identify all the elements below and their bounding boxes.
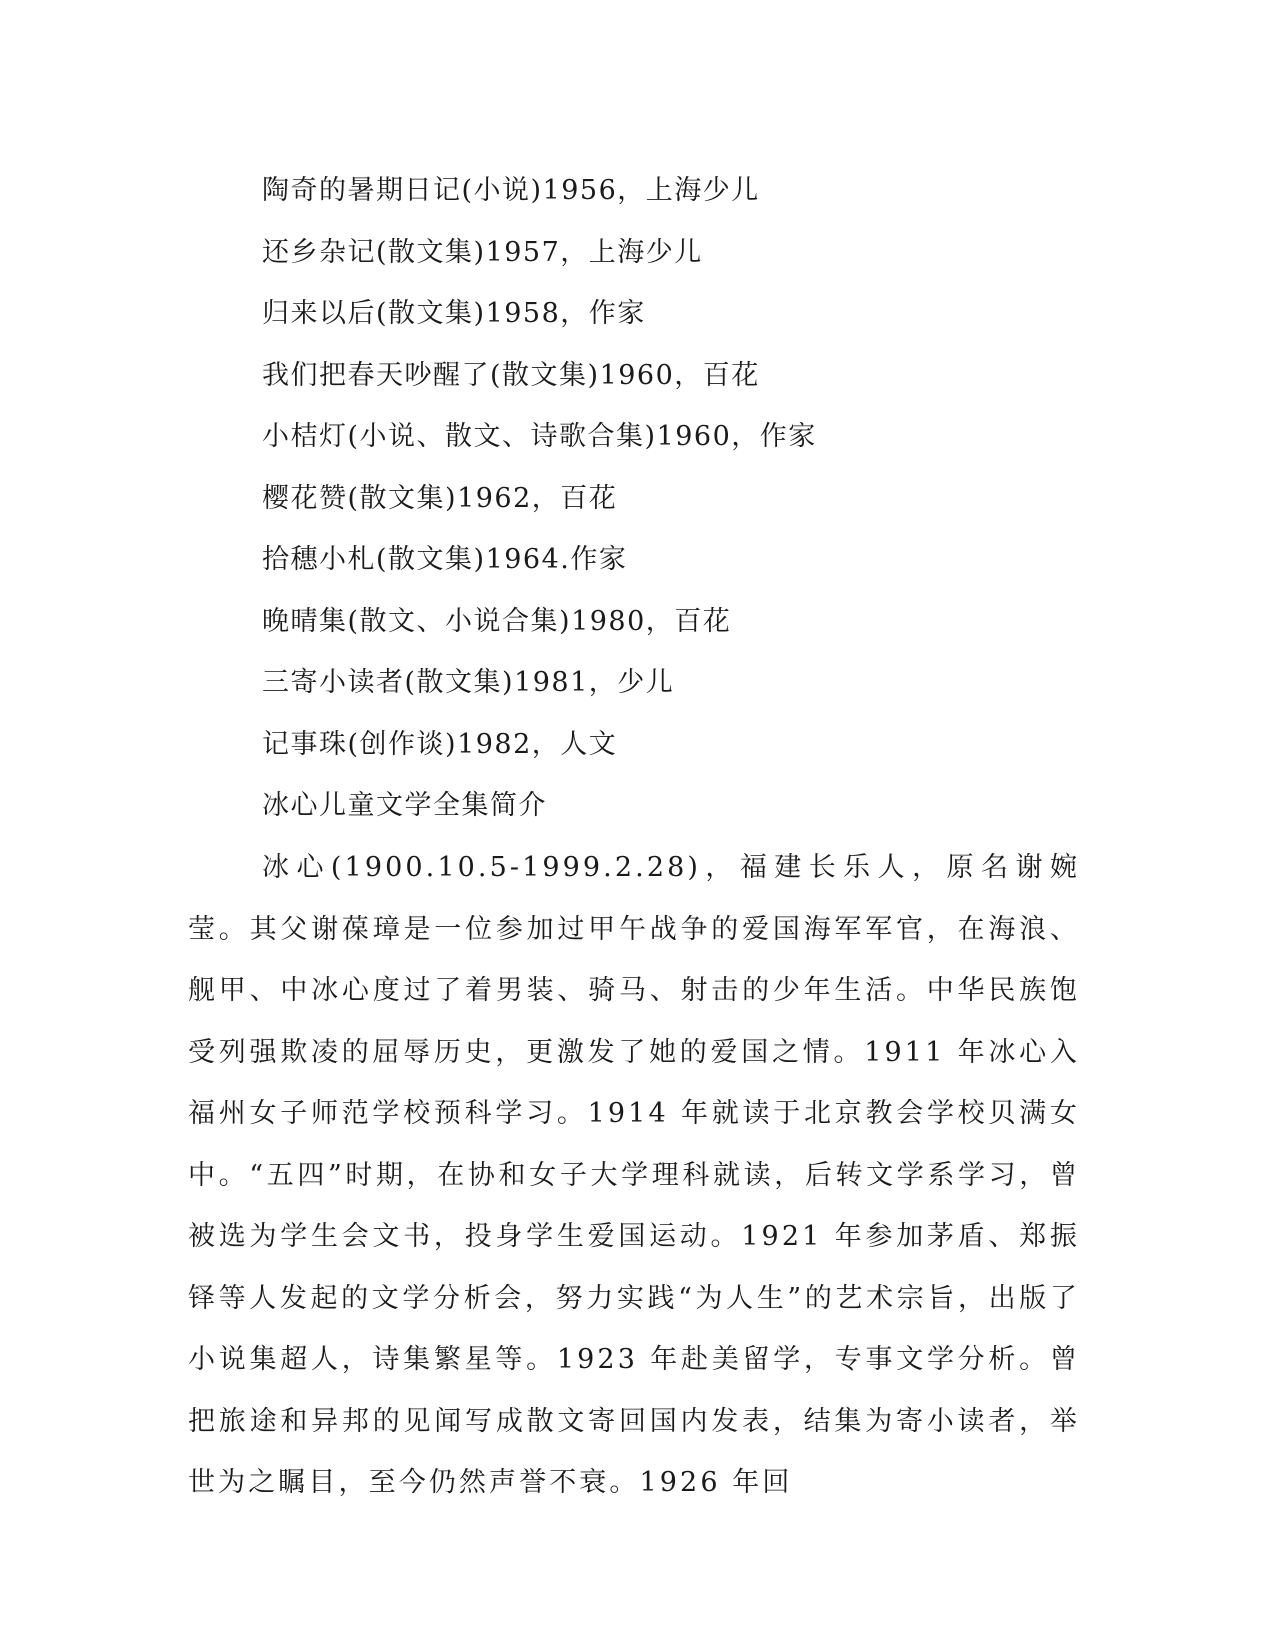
- work-item: 还乡杂记(散文集)1957，上海少儿: [262, 236, 703, 268]
- work-item: 拾穗小札(散文集)1964.作家: [262, 544, 628, 575]
- bio-line: 过了着男装、骑马、射击的少年生活。中华民族饱受列强欺凌的屈辱: [188, 975, 1081, 1068]
- section-heading: 冰心儿童文学全集简介: [262, 790, 547, 821]
- work-item: 我们把春天吵醒了(散文集)1960，百花: [262, 359, 760, 391]
- bio-line: 美留学，专事文学分析。曾把旅途和异邦的见闻写成散文寄回国内发: [188, 1344, 1081, 1437]
- bio-line: 爱国运动。1921 年参加茅盾、郑振铎等人发起的文学分析会，努力实: [188, 1221, 1080, 1314]
- biography-paragraph: [188, 837, 1080, 1514]
- bio-line: 历史，更激发了她的爱国之情。1911 年冰心入福州女子师范学校预科: [188, 1036, 1080, 1129]
- bio-line: 学习。1914 年就读于北京教会学校贝满女中。“五四”时期，在协和女: [188, 1098, 1080, 1191]
- work-item: 归来以后(散文集)1958，作家: [262, 298, 646, 329]
- work-item: 小桔灯(小说、散文、诗歌合集)1960，作家: [262, 421, 817, 452]
- bio-line: 冰心(1900.10.5-1999.2.28)，福建长乐人，原名谢婉莹。其父谢葆: [188, 852, 1080, 945]
- bio-line: 子大学理科就读，后转文学系学习，曾被选为学生会文书，投身学生: [188, 1159, 1081, 1252]
- work-item: 记事珠(创作谈)1982，人文: [262, 728, 618, 760]
- work-item: 樱花赞(散文集)1962，百花: [262, 482, 618, 514]
- bio-line: 表，结集为寄小读者，举世为之瞩目，至今仍然声誉不衰。1926 年回: [188, 1405, 1080, 1498]
- work-item: 陶奇的暑期日记(小说)1956，上海少儿: [262, 175, 760, 206]
- bio-line: 璋是一位参加过甲午战争的爱国海军军官，在海浪、舰甲、中冰心度: [188, 913, 1080, 1006]
- bio-line: 践“为人生”的艺术宗旨，出版了小说集超人，诗集繁星等。1923 年赴: [188, 1282, 1081, 1375]
- work-item: 晚晴集(散文、小说合集)1980，百花: [262, 605, 732, 637]
- work-item: 三寄小读者(散文集)1981，少儿: [262, 667, 675, 698]
- works-list: [262, 160, 817, 837]
